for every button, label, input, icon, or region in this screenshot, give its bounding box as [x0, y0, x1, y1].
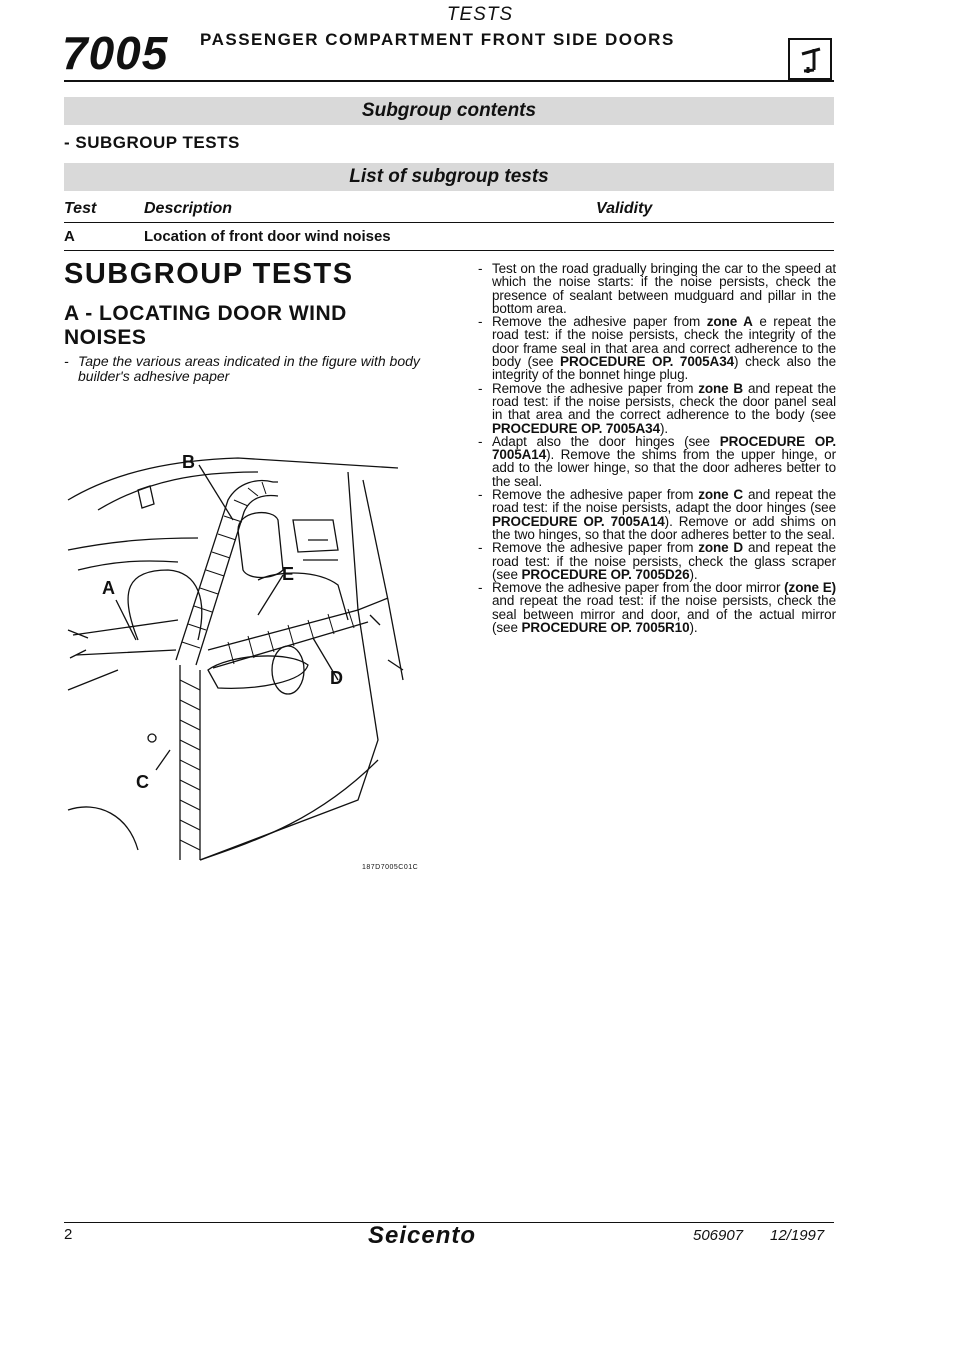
step-2-text: e repeat the road test: if the noise persists, check the integrity of the door frame seal in that area and correct adherence to the body (see	[492, 314, 836, 370]
step-5-text: Remove the adhesive paper from	[492, 487, 699, 503]
step-6-text: and repeat the road test: if the noise persists, check the glass scraper (see	[492, 540, 836, 582]
procedure-ref: PROCEDURE OP. 7005A14	[492, 433, 836, 463]
col-description-header: Description	[144, 200, 233, 217]
door-diagram	[58, 420, 438, 890]
procedure-steps	[478, 262, 836, 634]
intro-dash: -	[64, 353, 69, 369]
col-test-header: Test	[64, 200, 97, 217]
section-title: SUBGROUP TESTS	[64, 258, 354, 290]
step-2	[478, 315, 836, 381]
section-subtitle: A - LOCATING DOOR WIND NOISES	[64, 302, 347, 349]
brand-logo: Seicento	[368, 1222, 477, 1249]
step-7	[478, 581, 836, 634]
figure-code: 187D7005C01C	[362, 864, 419, 871]
step-3	[478, 382, 836, 435]
procedure-ref: PROCEDURE OP. 7005A14	[492, 513, 665, 529]
step-7-text: Remove the adhesive paper from the door mirror	[492, 580, 785, 596]
zone-ref: zone A	[706, 314, 753, 330]
step-3-text: ).	[659, 420, 669, 436]
label-d: D	[330, 668, 343, 688]
procedure-ref: PROCEDURE OP. 7005A34	[560, 354, 735, 370]
tests-list-heading: List of subgroup tests	[64, 163, 834, 191]
step-1	[478, 262, 836, 315]
step-4	[478, 435, 836, 488]
group-code: 7005	[62, 27, 169, 79]
step-2-text: Remove the adhesive paper from	[492, 314, 707, 330]
step-6-text: Remove the adhesive paper from	[492, 540, 699, 556]
header-rule	[64, 80, 834, 82]
col-validity-header: Validity	[596, 200, 653, 217]
section-category: TESTS	[446, 4, 514, 25]
procedure-ref: PROCEDURE OP. 7005D26	[521, 566, 690, 582]
test-id-cell: A	[64, 228, 75, 245]
subgroup-contents-heading: Subgroup contents	[64, 97, 834, 125]
step-5	[478, 488, 836, 541]
zone-ref: (zone E)	[784, 580, 837, 596]
label-a: A	[102, 578, 115, 598]
intro-text	[64, 354, 436, 384]
page-title: PASSENGER COMPARTMENT FRONT SIDE DOORS	[200, 30, 675, 49]
step-5-text: and repeat the road test: if the noise persists, adapt the door hinges (see	[492, 487, 836, 516]
step-dash: -	[478, 314, 483, 330]
zone-ref: zone D	[698, 540, 744, 556]
table-bottom-rule	[64, 250, 834, 251]
step-dash: -	[478, 380, 483, 396]
document-date: 12/1997	[770, 1227, 825, 1244]
label-b: B	[182, 452, 195, 472]
step-1-text: Test on the road gradually bringing the car to the speed at which the noise starts: if the noise persists, check the presence of sealant between mudguard and pillar in the bottom area.	[492, 261, 836, 316]
step-4-text: Adapt also the door hinges (see	[492, 433, 720, 449]
step-dash: -	[478, 261, 483, 276]
step-6	[478, 541, 836, 581]
step-7-text: and repeat the road test: if the noise persists, check the seal between mirror and door, and of the actual mirror (see	[492, 593, 836, 636]
label-c: C	[136, 772, 149, 792]
step-4-text: ). Remove the shims from the upper hinge, or add to the lower hinge, so that the door adheres better to the seal.	[492, 447, 836, 489]
step-3-text: and repeat the road test: if the noise persists, check the door panel seal in that area and the correct adherence to the body (see	[492, 380, 836, 423]
page-number: 2	[64, 1226, 73, 1243]
step-7-text: ).	[689, 620, 698, 636]
tool-icon	[788, 38, 832, 80]
table-header-rule	[64, 222, 834, 223]
step-6-text: ).	[689, 566, 698, 582]
procedure-ref: PROCEDURE OP. 7005R10	[521, 620, 690, 636]
step-5-text: ). Remove or add shims on the two hinges, so that the door adheres better to the seal.	[492, 513, 836, 542]
label-e: E	[282, 564, 295, 584]
document-number: 506907	[693, 1227, 744, 1244]
intro-body: Tape the various areas indicated in the figure with body builder's adhesive paper	[78, 353, 420, 384]
step-3-text: Remove the adhesive paper from	[492, 380, 699, 396]
step-2-text: ) check also the integrity of the bonnet hinge plug.	[492, 354, 836, 383]
step-dash: -	[478, 540, 483, 556]
step-dash: -	[478, 487, 483, 503]
zone-ref: zone C	[698, 487, 744, 503]
procedure-ref: PROCEDURE OP. 7005A34	[492, 420, 660, 436]
step-dash: -	[478, 580, 483, 596]
test-description-cell: Location of front door wind noises	[144, 228, 391, 245]
step-dash: -	[478, 433, 483, 449]
zone-ref: zone B	[698, 380, 744, 396]
subgroup-contents-item: - SUBGROUP TESTS	[64, 133, 240, 152]
